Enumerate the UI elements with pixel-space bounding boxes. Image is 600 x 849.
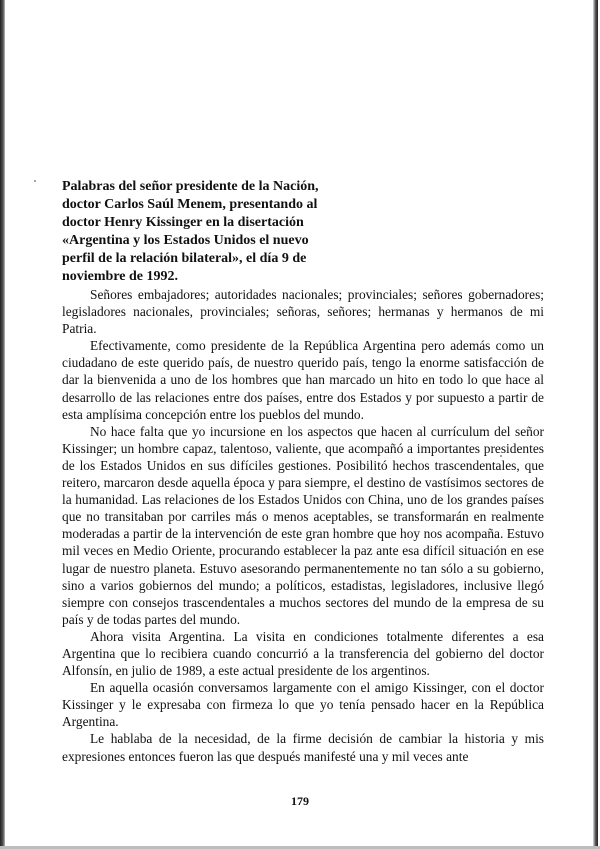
paragraph: Le hablaba de la necesidad, de la firme decisión de cambiar la historia y mis expresiones entonces fueron las que después manifesté una y mil veces ante — [62, 731, 544, 764]
paragraph: No hace falta que yo incursione en los aspectos que hacen al currículum del señor Kissinger; un hombre capaz, talentoso, valiente, que acompañó a importantes presidentes de los Estados Unidos en sus difíciles gestiones. Posibilitó hechos trascendentales, que reitero, marcaron desde aquella época y para siempre, el destino de vastísimos sectores de la humanidad. Las relaciones de los Estados Unidos con China, uno de los grandes países que no transitaban por carriles más o menos aceptables, se transformarán en realmente moderadas a partir de la intervención de este gran hombre que hoy nos acompaña. Estuvo mil veces en Medio Oriente, procurando establecer la paz ante esa difícil situación en ese lugar de nuestro planeta. Estuvo asesorando permanentemente no tan sólo a su gobierno, sino a varios gobiernos del mundo; a políticos, estadistas, legisladores, inclusive llegó siempre con consejos trascendentales a muchos sectores del mundo de la empresa de su país y de todas partes del mundo. — [62, 423, 544, 627]
scan-border-right — [593, 0, 598, 849]
paragraph: En aquella ocasión conversamos largamente con el amigo Kissinger, con el doctor Kissinger y le expresaba con firmeza lo que yo tenía pensado hacer en la República Argentina. — [62, 680, 544, 730]
paragraph: Ahora visita Argentina. La visita en condiciones totalmente diferentes a esa Argentina que lo recibiera cuando concurrió a la transferencia del gobierno del doctor Alfonsín, en julio de 1989, a este actual presidente de los argentinos. — [62, 628, 544, 679]
page-number: 179 — [291, 794, 309, 808]
scan-speck — [34, 180, 36, 182]
paragraph: Señores embajadores; autoridades nacionales; provinciales; señores gobernadores; legisladores nacionales, provinciales; señoras, señores; hermanas y hermanos de mi Patria. — [62, 287, 544, 337]
scan-border-left — [0, 0, 5, 849]
paragraph: Efectivamente, como presidente de la República Argentina pero además como un ciudadano de este querido país, de nuestro querido país, tengo la enorme satisfacción de dar la bienvenida a uno de los hombres que han marcado un hito en todo lo que hace al desarrollo de las relaciones entre dos países, entre dos Estados y por supuesto a partir de esta amplísima concepción entre los pueblos del mundo. — [62, 338, 544, 422]
speech-body — [62, 286, 544, 765]
speech-title: Palabras del señor presidente de la Nación, doctor Carlos Saúl Menem, presentando al doctor Henry Kissinger en la disertación «Argentina y los Estados Unidos el nuevo perfil de la relación bilateral», el día 9 de noviembre de 1992. — [62, 179, 319, 284]
